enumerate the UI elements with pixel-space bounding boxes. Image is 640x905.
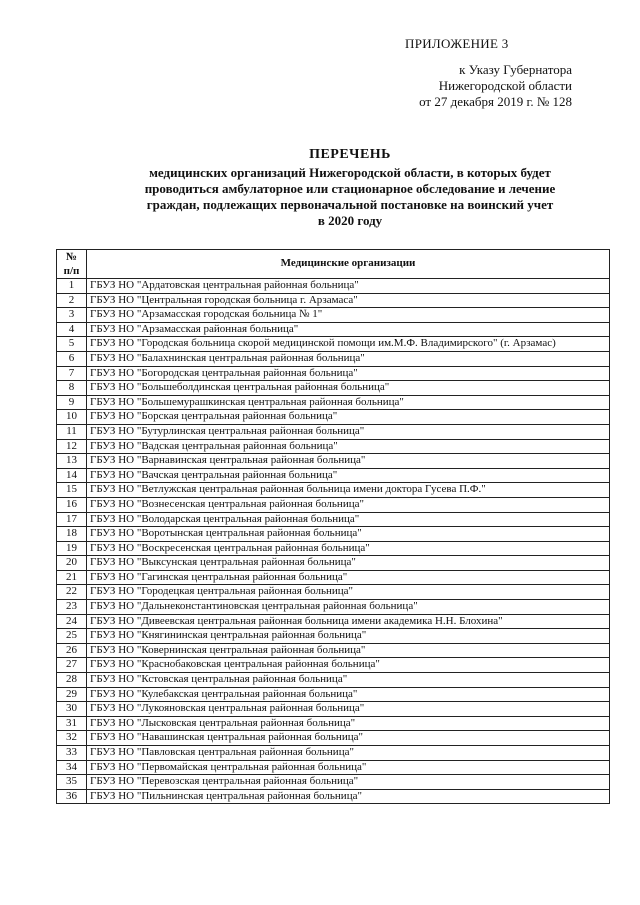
heading-line: медицинских организаций Нижегородской области, в которых будет <box>149 165 551 180</box>
row-number: 7 <box>57 366 87 381</box>
organization-name: ГБУЗ НО "Пильнинская центральная районная больница" <box>87 789 610 804</box>
table-row <box>57 351 610 366</box>
row-number: 24 <box>57 614 87 629</box>
organization-name: ГБУЗ НО "Дивеевская центральная районная больница имени академика Н.Н. Блохина" <box>87 614 610 629</box>
organization-name: ГБУЗ НО "Княгининская центральная районная больница" <box>87 629 610 644</box>
organization-name: ГБУЗ НО "Ветлужская центральная районная больница имени доктора Гусева П.Ф." <box>87 483 610 498</box>
organization-name: ГБУЗ НО "Кулебакская центральная районная больница" <box>87 687 610 702</box>
organization-name: ГБУЗ НО "Перевозская центральная районная больница" <box>87 775 610 790</box>
table-row <box>57 702 610 717</box>
row-number: 17 <box>57 512 87 527</box>
organization-name: ГБУЗ НО "Выксунская центральная районная больница" <box>87 556 610 571</box>
row-number: 33 <box>57 746 87 761</box>
row-number: 1 <box>57 279 87 294</box>
row-number: 12 <box>57 439 87 454</box>
organization-name: ГБУЗ НО "Дальнеконстантиновская центральная районная больница" <box>87 600 610 615</box>
organization-name: ГБУЗ НО "Навашинская центральная районная больница" <box>87 731 610 746</box>
table-row <box>57 760 610 775</box>
row-number: 14 <box>57 468 87 483</box>
row-number: 22 <box>57 585 87 600</box>
table-row <box>57 643 610 658</box>
row-number: 16 <box>57 497 87 512</box>
row-number: 2 <box>57 293 87 308</box>
table-row <box>57 424 610 439</box>
heading-line: граждан, подлежащих первоначальной постановке на воинский учет <box>146 197 554 212</box>
row-number: 8 <box>57 381 87 396</box>
table-row <box>57 556 610 571</box>
organization-name: ГБУЗ НО "Ардатовская центральная районная больница" <box>87 279 610 294</box>
row-number: 25 <box>57 629 87 644</box>
document-title: ПЕРЕЧЕНЬ <box>309 147 391 162</box>
table-row <box>57 322 610 337</box>
organization-name: ГБУЗ НО "Кстовская центральная районная больница" <box>87 673 610 688</box>
heading-line: проводиться амбулаторное или стационарное обследование и лечение <box>144 181 556 196</box>
appendix-label: ПРИЛОЖЕНИЕ 3 <box>405 36 509 51</box>
table-row <box>57 731 610 746</box>
table-row <box>57 279 610 294</box>
organization-name: ГБУЗ НО "Городская больница скорой медицинской помощи им.М.Ф. Владимирского" (г. Арзамас) <box>87 337 610 352</box>
organizations-table <box>56 249 610 804</box>
organization-name: ГБУЗ НО "Ковернинская центральная районная больница" <box>87 643 610 658</box>
table-row <box>57 716 610 731</box>
organization-name: ГБУЗ НО "Гагинская центральная районная больница" <box>87 570 610 585</box>
organization-name: ГБУЗ НО "Большеболдинская центральная районная больница" <box>87 381 610 396</box>
table-row <box>57 454 610 469</box>
row-number: 27 <box>57 658 87 673</box>
heading-line: в 2020 году <box>317 213 383 228</box>
row-number: 18 <box>57 527 87 542</box>
organization-name: ГБУЗ НО "Первомайская центральная районная больница" <box>87 760 610 775</box>
row-number: 30 <box>57 702 87 717</box>
table-row <box>57 673 610 688</box>
organization-name: ГБУЗ НО "Лысковская центральная районная больница" <box>87 716 610 731</box>
table-row <box>57 410 610 425</box>
organization-name: ГБУЗ НО "Краснобаковская центральная районная больница" <box>87 658 610 673</box>
organization-name: ГБУЗ НО "Воротынская центральная районная больница" <box>87 527 610 542</box>
table-row <box>57 366 610 381</box>
row-number: 15 <box>57 483 87 498</box>
row-number: 20 <box>57 556 87 571</box>
table-row <box>57 439 610 454</box>
document-heading <box>60 147 640 229</box>
organization-name: ГБУЗ НО "Бутурлинская центральная районная больница" <box>87 424 610 439</box>
row-number: 4 <box>57 322 87 337</box>
table-header-row <box>57 250 610 279</box>
organization-name: ГБУЗ НО "Богородская центральная районная больница" <box>87 366 610 381</box>
row-number: 6 <box>57 351 87 366</box>
row-number: 21 <box>57 570 87 585</box>
organization-name: ГБУЗ НО "Арзамасская городская больница № 1" <box>87 308 610 323</box>
organization-name: ГБУЗ НО "Лукояновская центральная районная больница" <box>87 702 610 717</box>
table-row <box>57 337 610 352</box>
column-header-number: № п/п <box>57 250 87 279</box>
organization-name: ГБУЗ НО "Балахнинская центральная районная больница" <box>87 351 610 366</box>
row-number: 35 <box>57 775 87 790</box>
row-number: 26 <box>57 643 87 658</box>
row-number: 9 <box>57 395 87 410</box>
column-header-organizations: Медицинские организации <box>87 250 610 279</box>
row-number: 13 <box>57 454 87 469</box>
table-row <box>57 570 610 585</box>
organization-name: ГБУЗ НО "Воскресенская центральная районная больница" <box>87 541 610 556</box>
organization-name: ГБУЗ НО "Вачская центральная районная больница" <box>87 468 610 483</box>
organization-name: ГБУЗ НО "Арзамасская районная больница" <box>87 322 610 337</box>
table-row <box>57 600 610 615</box>
table-row <box>57 395 610 410</box>
table-row <box>57 468 610 483</box>
organization-name: ГБУЗ НО "Варнавинская центральная районная больница" <box>87 454 610 469</box>
table-row <box>57 789 610 804</box>
table-row <box>57 658 610 673</box>
table-row <box>57 308 610 323</box>
row-number: 34 <box>57 760 87 775</box>
organization-name: ГБУЗ НО "Центральная городская больница г. Арзамаса" <box>87 293 610 308</box>
organization-name: ГБУЗ НО "Большемурашкинская центральная районная больница" <box>87 395 610 410</box>
table-row <box>57 512 610 527</box>
row-number: 19 <box>57 541 87 556</box>
row-number: 36 <box>57 789 87 804</box>
row-number: 29 <box>57 687 87 702</box>
row-number: 5 <box>57 337 87 352</box>
row-number: 32 <box>57 731 87 746</box>
organization-name: ГБУЗ НО "Володарская центральная районная больница" <box>87 512 610 527</box>
organization-name: ГБУЗ НО "Городецкая центральная районная больница" <box>87 585 610 600</box>
table-row <box>57 497 610 512</box>
table-row <box>57 746 610 761</box>
row-number: 28 <box>57 673 87 688</box>
table-body <box>57 279 610 804</box>
row-number: 3 <box>57 308 87 323</box>
table-row <box>57 614 610 629</box>
table-row <box>57 527 610 542</box>
table-row <box>57 293 610 308</box>
decree-line: Нижегородской области <box>438 78 572 93</box>
decree-reference <box>419 62 572 110</box>
organization-name: ГБУЗ НО "Борская центральная районная больница" <box>87 410 610 425</box>
table-row <box>57 541 610 556</box>
organization-name: ГБУЗ НО "Павловская центральная районная больница" <box>87 746 610 761</box>
table-row <box>57 381 610 396</box>
row-number: 23 <box>57 600 87 615</box>
table-row <box>57 483 610 498</box>
table-row <box>57 585 610 600</box>
row-number: 31 <box>57 716 87 731</box>
organization-name: ГБУЗ НО "Вадская центральная районная больница" <box>87 439 610 454</box>
organization-name: ГБУЗ НО "Вознесенская центральная районная больница" <box>87 497 610 512</box>
row-number: 10 <box>57 410 87 425</box>
row-number: 11 <box>57 424 87 439</box>
decree-line: к Указу Губернатора <box>459 62 572 77</box>
table-row <box>57 629 610 644</box>
table-row <box>57 775 610 790</box>
decree-line: от 27 декабря 2019 г. № 128 <box>419 94 572 109</box>
table-row <box>57 687 610 702</box>
